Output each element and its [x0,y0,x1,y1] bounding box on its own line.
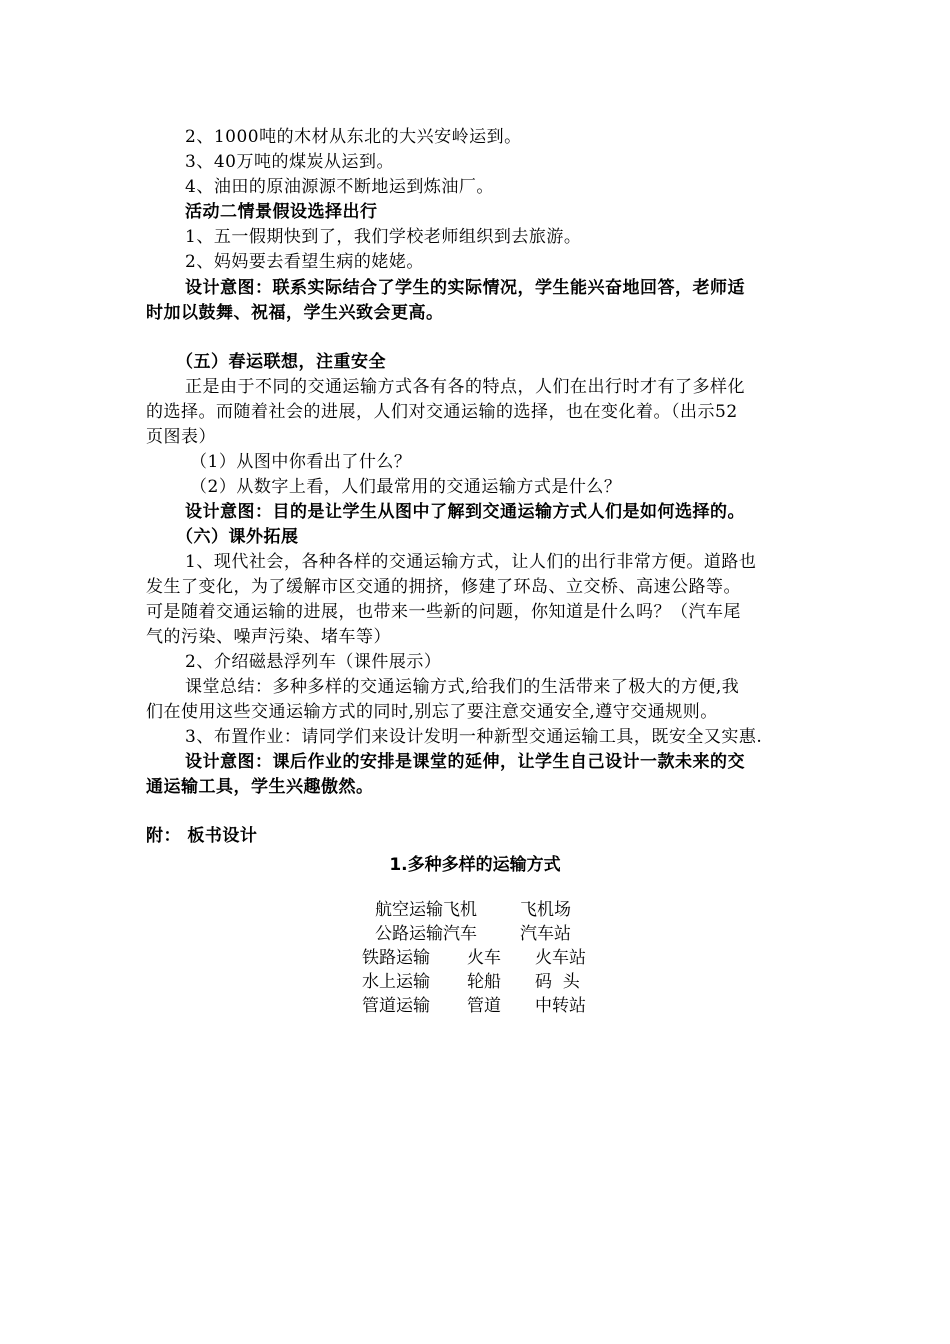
activity-heading: 活动二情景假设选择出行 [185,202,378,222]
text-line: 2、1000吨的木材从东北的大兴安岭运到。 [185,127,522,147]
text-line: （2）从数字上看，人们最常用的交通运输方式是什么？ [190,477,622,497]
board-cell: 管道运输 [362,996,430,1016]
text-line: 3、布置作业：请同学们来设计发明一种新型交通运输工具，既安全又实惠. [185,727,763,747]
section-heading: （五）春运联想，注重安全 [176,352,386,372]
design-intent: 时加以鼓舞、祝福，学生兴致会更高。 [146,303,444,323]
text-line: 3、40万吨的煤炭从运到。 [185,152,394,172]
text-line: 1、现代社会，各种各样的交通运输方式，让人们的出行非常方便。道路也 [185,552,757,572]
text-line: 课堂总结：多种多样的交通运输方式,给我们的生活带来了极大的方便,我 [185,677,740,697]
text-line: 的选择。而随着社会的进展，人们对交通运输的选择，也在变化着。（出示52 [146,402,738,422]
board-row [362,971,580,993]
board-cell: 飞机场 [520,900,571,920]
text-line: （1）从图中你看出了什么？ [190,452,412,472]
text-line: 正是由于不同的交通运输方式各有各的特点，人们在出行时才有了多样化 [185,377,745,397]
board-cell: 中转站 [535,996,586,1016]
text-line: 1、五一假期快到了，我们学校老师组织到去旅游。 [185,227,582,247]
appendix-heading: 附： 板书设计 [146,826,258,846]
text-line: 发生了变化，为了缓解市区交通的拥挤，修建了环岛、立交桥、高速公路等。 [146,577,741,597]
board-row [375,899,571,921]
section-heading: （六）课外拓展 [176,527,299,547]
board-cell: 火车站 [535,948,586,968]
board-cell: 管道 [467,996,501,1016]
text-line: 页图表） [146,427,216,447]
board-cell: 航空运输飞机 [375,900,477,920]
board-cell: 码 头 [535,972,580,992]
board-cell: 火车 [467,948,501,968]
design-intent: 设计意图：课后作业的安排是课堂的延伸，让学生自己设计一款未来的交 [185,752,745,772]
text-line: 可是随着交通运输的进展，也带来一些新的问题，你知道是什么吗？（汽车尾 [146,602,741,622]
board-row [362,947,586,969]
text-line: 气的污染、噪声污染、堵车等） [146,627,391,647]
board-title: 1.多种多样的运输方式 [389,855,561,875]
text-line: 2、妈妈要去看望生病的姥姥。 [185,252,424,272]
board-row [375,923,571,945]
text-line: 2、介绍磁悬浮列车（课件展示） [185,652,442,672]
board-row [362,995,586,1017]
board-cell: 汽车站 [520,924,571,944]
text-line: 们在使用这些交通运输方式的同时,别忘了要注意交通安全,遵守交通规则。 [146,702,718,722]
design-intent: 通运输工具，学生兴趣傲然。 [146,777,374,797]
board-cell: 水上运输 [362,972,430,992]
design-intent: 设计意图：联系实际结合了学生的实际情况，学生能兴奋地回答，老师适 [185,278,745,298]
board-cell: 轮船 [467,972,501,992]
board-cell: 公路运输汽车 [375,924,477,944]
design-intent: 设计意图：目的是让学生从图中了解到交通运输方式人们是如何选择的。 [185,502,745,522]
board-cell: 铁路运输 [362,948,430,968]
text-line: 4、油田的原油源源不断地运到炼油厂。 [185,177,494,197]
